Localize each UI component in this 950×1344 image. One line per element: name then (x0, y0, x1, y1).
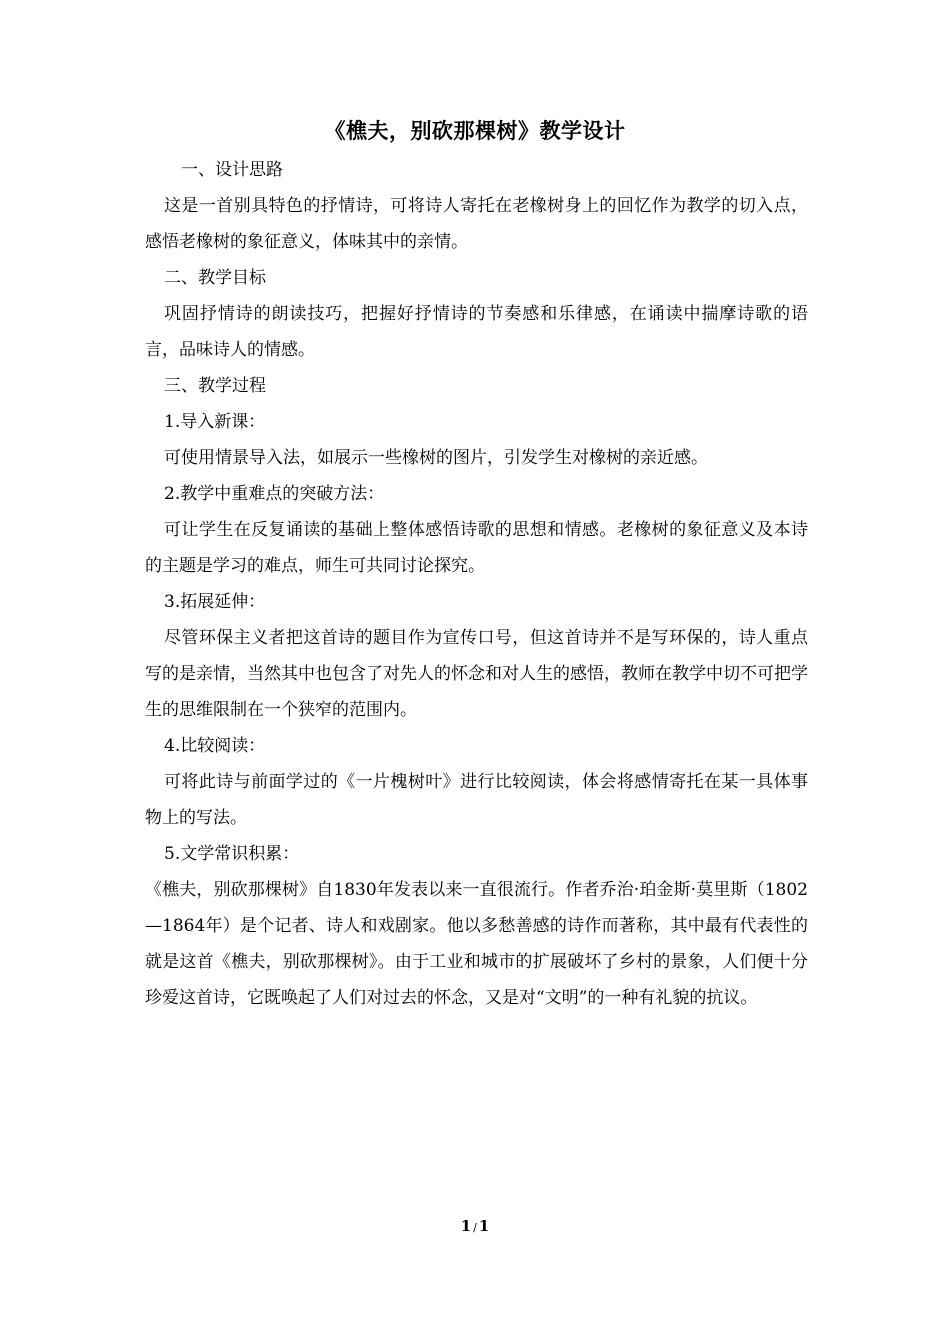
paragraph-key-points: 可让学生在反复诵读的基础上整体感悟诗歌的思想和情感。老橡树的象征意义及本诗的主题是学习的难点，师生可共同讨论探究。 (145, 520, 808, 576)
total-pages: 1 (478, 1217, 490, 1235)
paragraph-intro: 可使用情景导入法，如展示一些橡树的图片，引发学生对橡树的亲近感。 (164, 448, 708, 468)
paragraph-literature: 《樵夫，别砍那棵树》自1830年发表以来一直很流行。作者乔治·珀金斯·莫里斯（1802—1864年）是个记者、诗人和戏剧家。他以多愁善感的诗作而著称，其中最有代表性的就是这首《樵夫，别砍那棵树》。由于工业和城市的扩展破坏了乡村的景象，人们便十分珍爱这首诗，它既唤起了人们对过去的怀念，又是对“文明”的一种有礼貌的抗议。 (145, 880, 808, 1008)
subheading-comparison: 4.比较阅读： (164, 736, 266, 756)
subheading-literature: 5.文学常识积累： (164, 844, 300, 864)
page-separator: / (473, 1221, 477, 1234)
paragraph-extension: 尽管环保主义者把这首诗的题目作为宣传口号，但这首诗并不是写环保的，诗人重点写的是亲情，当然其中也包含了对先人的怀念和对人生的感悟，教师在教学中切不可把学生的思维限制在一个狭窄的范围内。 (145, 628, 808, 720)
paragraph-design-idea: 这是一首别具特色的抒情诗，可将诗人寄托在老橡树身上的回忆作为教学的切入点，感悟老橡树的象征意义，体味其中的亲情。 (145, 196, 808, 252)
paragraph-comparison: 可将此诗与前面学过的《一片槐树叶》进行比较阅读，体会将感情寄托在某一具体事物上的写法。 (145, 772, 808, 828)
section-heading-design-idea: 一、设计思路 (181, 160, 283, 180)
paragraph-teaching-goals: 巩固抒情诗的朗读技巧，把握好抒情诗的节奏感和乐律感，在诵读中揣摩诗歌的语言，品味诗人的情感。 (145, 304, 808, 360)
current-page: 1 (460, 1217, 472, 1235)
document-body (145, 152, 808, 1016)
section-heading-teaching-goals: 二、教学目标 (164, 268, 266, 288)
section-heading-teaching-process: 三、教学过程 (164, 376, 266, 396)
subheading-intro: 1.导入新课： (164, 412, 266, 432)
page-number (0, 1214, 950, 1240)
document-title: 《樵夫，别砍那棵树》教学设计 (324, 118, 626, 143)
subheading-key-points: 2.教学中重难点的突破方法： (164, 484, 385, 504)
subheading-extension: 3.拓展延伸： (164, 592, 266, 612)
